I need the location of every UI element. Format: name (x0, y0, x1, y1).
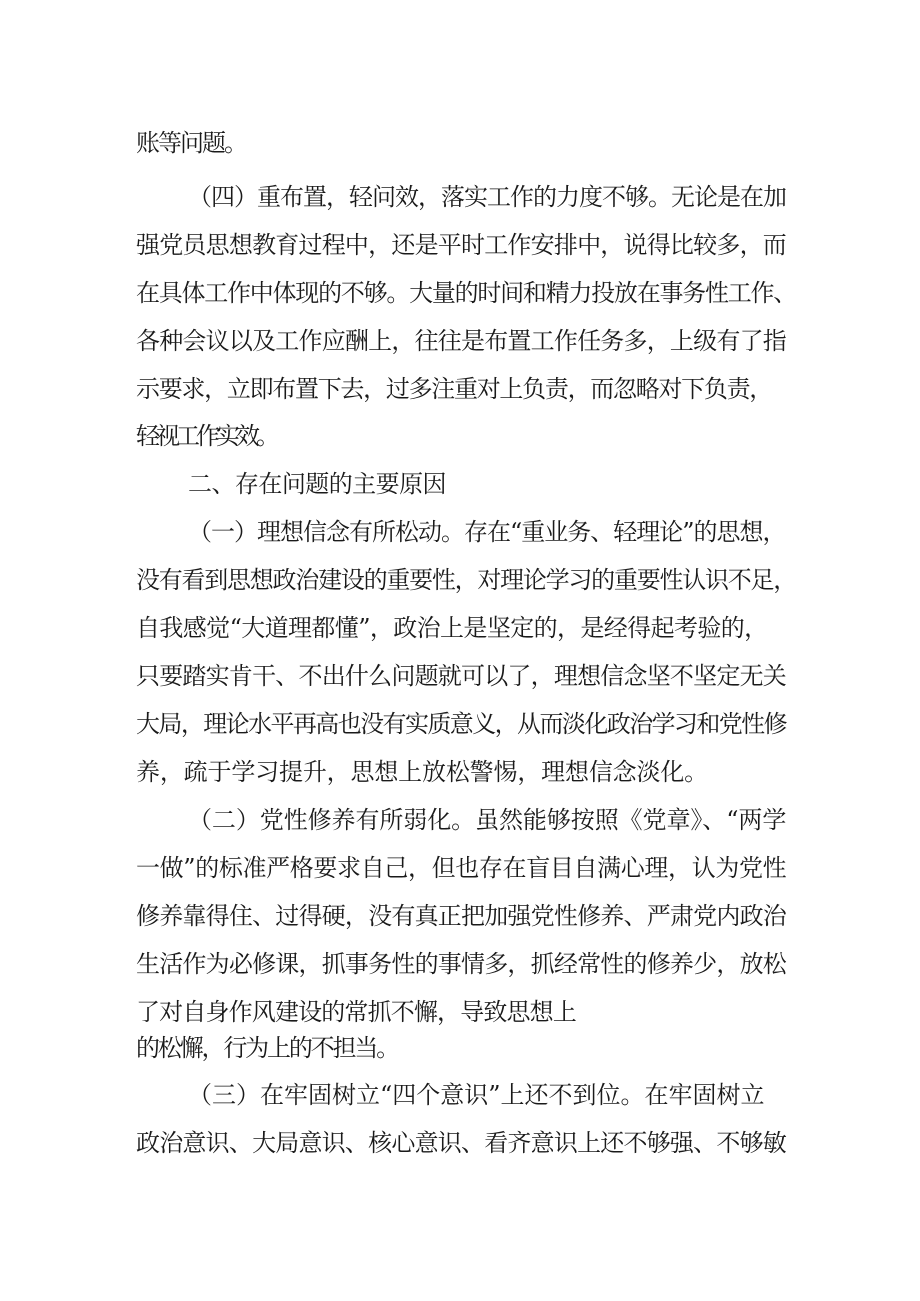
paragraph-line: 各种会议以及工作应酬上，往往是布置工作任务多，上级有了指 (136, 327, 786, 355)
paragraph-line: 一做”的标准严格要求自己，但也存在盲目自满心理，认为党性 (136, 854, 787, 882)
paragraph-line: （二）党性修养有所弱化。虽然能够按照《党章》、“两学 (188, 806, 787, 834)
paragraph-line: 养，疏于学习提升，思想上放松警惕，理想信念淡化。 (136, 758, 708, 786)
paragraph-line: 示要求，立即布置下去，过多注重对上负责，而忽略对下负责， (136, 375, 772, 403)
paragraph-line: 没有看到思想政治建设的重要性，对理论学习的重要性认识不足， (136, 566, 796, 594)
paragraph-line: 只要踏实肯干、不出什么问题就可以了，理想信念坚不坚定无关 (136, 662, 786, 690)
paragraph-line: （一）理想信念有所松动。存在“重业务、轻理论”的思想， (188, 518, 786, 546)
paragraph-line: （三）在牢固树立“四个意识”上还不到位。在牢固树立 (188, 1081, 765, 1109)
paragraph-line: 自我感觉“大道理都懂”，政治上是坚定的，是经得起考验的， (136, 614, 768, 642)
paragraph-line: 政治意识、大局意识、核心意识、看齐意识上还不够强、不够敏 (136, 1129, 786, 1157)
paragraph-line: 轻视工作实效。 (136, 422, 276, 450)
paragraph-line: 账等问题。 (136, 129, 246, 157)
paragraph-line: 修养靠得住、过得硬，没有真正把加强党性修养、严肃党内政治 (136, 902, 786, 930)
section-heading: 二、存在问题的主要原因 (188, 470, 446, 498)
paragraph-line: 在具体工作中体现的不够。大量的时间和精力投放在事务性工作、 (136, 279, 796, 307)
paragraph-line: 生活作为必修课，抓事务性的事情多，抓经常性的修养少，放松 (136, 950, 786, 978)
paragraph-line: 了对自身作风建设的常抓不懈，导致思想上 (136, 998, 576, 1026)
paragraph-line: 强党员思想教育过程中，还是平时工作安排中，说得比较多，而 (136, 231, 786, 259)
section-heading-4: （四）重布置，轻问效，落实工作的力度不够。无论是在加 (188, 183, 786, 211)
paragraph-line: 的松懈，行为上的不担当。 (136, 1034, 398, 1062)
paragraph-line: 大局，理论水平再高也没有实质意义，从而淡化政治学习和党性修 (136, 710, 786, 738)
